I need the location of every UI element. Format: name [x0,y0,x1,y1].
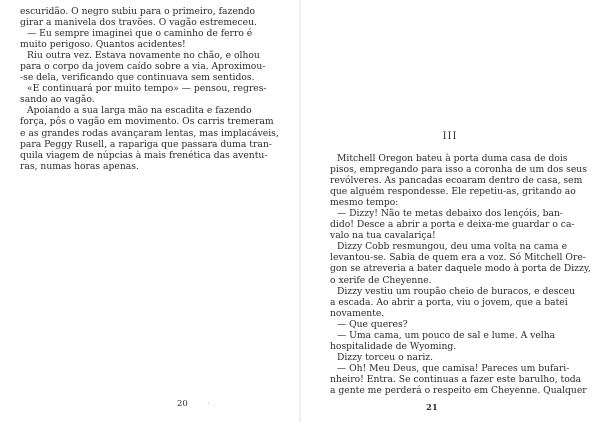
text-line: Dizzy torceu o nariz. [337,351,434,363]
right-page-text [330,153,592,396]
text-line: nheiro! Entra. Se continuas a fazer este barulho, toda [330,373,582,385]
text-line: levantou-se. Sabia de quem era a voz. Só Mitchell Ore- [330,252,586,264]
text-line: Apoiando a sua larga mão na escadita e fazendo [27,105,252,117]
text-line: «E continuará por muito tempo» — pensou, regres- [27,83,267,95]
text-line: dido! Desce a abrir a porta e deixa-me guardar o ca- [330,219,575,231]
text-line: força, pôs o vagão em movimento. Os carris tremeram [20,116,274,128]
text-line: Riu outra vez. Estava novamente no chão, e olhou [27,50,260,62]
text-line: novamente. [330,307,385,319]
text-line: — Dizzy! Não te metas debaixo dos lençóis, ban- [337,208,564,220]
text-line: sando ao vagão. [20,94,95,106]
left-page-text [20,6,282,172]
page-number: 21 [426,403,438,413]
text-line: — Eu sempre imaginei que o caminho de ferro é [27,28,253,40]
text-line: gon se atreveria a bater daquele modo à porta de Dizzy, [330,263,591,275]
chapter-heading: III [442,131,458,142]
text-line: valo na tua cavalariça! [330,230,436,242]
text-line: — Uma cama, um pouco de sal e lume. A velha [337,329,556,341]
text-line: quila viagem de núpcias à mais frenética das aventu- [20,149,268,161]
text-line: muito perigoso. Quantos acidentes! [20,39,186,51]
text-line: para Peggy Rusell, a rapariga que passara duma tran- [20,138,272,150]
text-line: — Oh! Meu Deus, que camisa! Pareces um bufari- [337,362,570,374]
text-line: -se dela, verificando que continuava sem sentidos. [20,72,255,84]
text-line: o xerife de Cheyenne. [330,274,432,286]
right-page [300,0,600,422]
text-line: Dizzy Cobb resmungou, deu uma volta na cama e [337,241,568,253]
text-line: a gente me perderá o respeito em Cheyenne. Qualquer [330,384,587,396]
text-line: Mitchell Oregon bateu à porta duma casa de dois [337,153,568,164]
paper-speck [208,403,209,404]
text-line: pisos, empregando para isso a coronha de um dos seus [330,164,587,176]
text-line: escuridão. O negro subiu para o primeiro, fazendo [20,6,256,17]
text-line: hospitalidade de Wyoming. [330,340,457,352]
page-number: 20 [177,399,188,409]
text-line: a escada. Ao abrir a porta, viu o jovem, que a batei [330,296,568,308]
text-line: para o corpo da jovem caído sobre a via. Aproximou- [20,61,266,73]
text-line: revólveres. As pancadas ecoaram dentro de casa, sem [330,175,583,187]
text-line: girar a manivela dos travões. O vagão estremeceu. [20,17,257,29]
text-line: mesmo tempo: [330,197,399,209]
text-line: que alguém respondesse. Ele repetiu-as, gritando ao [330,186,576,198]
text-line: ras, numas horas apenas. [20,160,139,172]
text-line: Dizzy vestiu um roupão cheio de buracos, e desceu [337,285,576,297]
text-line: — Que queres? [337,318,408,330]
text-line: e as grandes rodas avançaram lentas, mas implacáveis, [20,127,279,139]
